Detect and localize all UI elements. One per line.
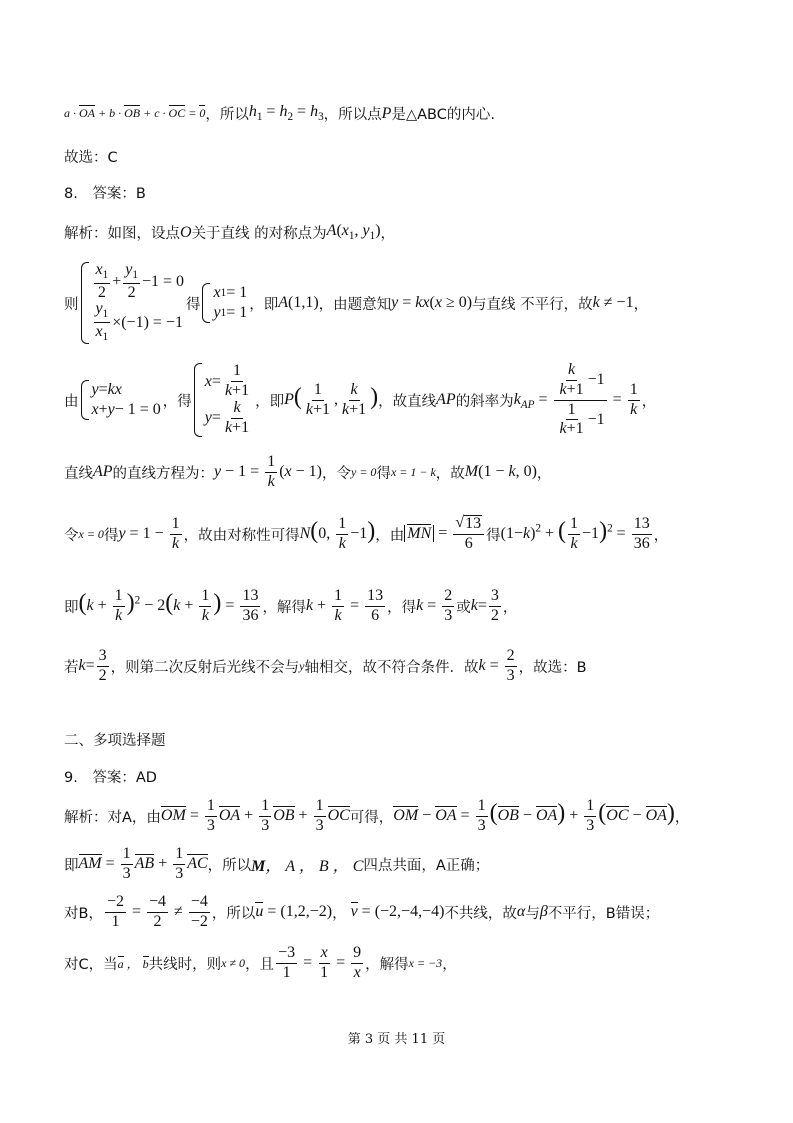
text-and: 与 [525, 905, 540, 922]
math-ap-2: AP [93, 463, 113, 480]
text-line-1 [64, 103, 753, 124]
math-y-kx: y = kx(x ≥ 0) [391, 294, 473, 311]
math-k-final: k = $\frac{2}{3}$ [478, 646, 515, 684]
text-line-eq: 的直线方程为： [112, 465, 215, 482]
text-let: ，令 [322, 465, 351, 482]
math-k-3-2b: k= $\frac{3}{2}$ [78, 646, 107, 684]
text-from: 由 [64, 393, 79, 410]
equation-system-1: $\frac{x_1}{2}$ + $\frac{y_1}{2}$ −1 = 0 $\frac{y_1}{x_1}$ ×(−1) = −1 [81, 262, 184, 345]
text-line: 直线 [64, 465, 93, 482]
text-get6: ，得 [387, 599, 417, 616]
text-solve2: ，解得 [365, 956, 409, 973]
text-and2: ，且 [245, 956, 275, 973]
math-p-point: P( $\frac{1}{k+1}$ , $\frac{k}{k+1}$ ) [284, 380, 379, 418]
math-x-neg3: x = −3 [408, 955, 443, 970]
text-q9-jiexi: 解析：对A，由 [64, 809, 161, 826]
text-ji: 即 [64, 599, 79, 616]
text-get2: ，得 [162, 393, 192, 410]
text-get5: 得 [486, 527, 501, 544]
text-coplanar: 四点共面，A正确； [363, 857, 490, 874]
q9-answer: 9. 答案：AD [64, 770, 157, 786]
math-o: O [180, 223, 192, 241]
text-dui-c: 对C，当 [64, 956, 118, 973]
math-k-3-2: k= $\frac{3}{2}$ [470, 586, 499, 624]
text-from-problem: ，由题意知 [318, 296, 392, 313]
math-m-point: M(1 − k, 0) [464, 463, 537, 480]
q8-n-line: 令 x = 0 得 y = 1 − $\frac{1}{k}$ ，故由对称性可得 N(0, $\frac{1}{k}$ −1) ，由 MN = √ 13 6 得 $(1-k)^2$ + ( $\frac{1}{k}$ −1)$^2$ = $\frac{13}{36}$ ， [64, 514, 669, 552]
math-k-sum: k + $\frac{1}{k}$ = $\frac{13}{6}$ [305, 586, 384, 624]
math-x-1-k: x = 1 − k [390, 464, 436, 479]
text-symmetry: ，故由对称性可得 [183, 527, 300, 544]
math-a-point: $A(x_1$, $y_1$) [326, 222, 381, 243]
text-then: 则 [64, 296, 79, 313]
q9-a-line: 解析：对A，由 OM = $\frac{1}{3}$ OA + $\frac{1}{3}$ OB + $\frac{1}{3}$ OC 可得， OM − OA = $\frac{1}{3}$ (OB − OA) + $\frac{1}{3}$ (OC − OA) ， [64, 796, 690, 834]
text-get3: 得 [376, 465, 391, 482]
math-k-ap: $k_{AP}$ = $\frac{k}{k+1}$ −1 $\frac{1}{k+1}$ −1 = $\frac{1}{k}$ [513, 360, 638, 438]
math-ratio-c: $\frac{-3}{1}$ = $\frac{x}{1}$ = $\frac{9}{x}$ [278, 943, 362, 981]
text-slope: 的斜率为 [455, 393, 514, 410]
choose-c-label: 故选：C [64, 150, 118, 166]
text-not-parallel: 与直线 不平行，故 [472, 296, 593, 313]
math-y0: y = 0 [351, 464, 377, 479]
text-so-line: ，故直线 [378, 393, 437, 410]
q8-ruo-line [64, 646, 753, 686]
text-let2: 令 [64, 527, 79, 544]
text-namely: ，即 [249, 296, 279, 313]
text-ji-am: 即 [64, 857, 79, 874]
q9-am-line [64, 844, 753, 884]
text-if: 若 [64, 659, 79, 676]
text-solve: ，解得 [262, 599, 306, 616]
math-y-axis: y [299, 658, 305, 673]
math-mn: MN = √ 13 6 [404, 515, 486, 553]
text-or: 或 [456, 599, 471, 616]
text-incenter: 是△ABC的内心. [391, 107, 495, 123]
math-a-vec: a ， b [117, 956, 149, 971]
math-vector-sum: a · OA + b · OB + c · OC = 0 [64, 106, 206, 120]
math-a11: A(1,1) [278, 294, 319, 311]
q8-header [64, 182, 753, 203]
q8-ap-equation: 直线 AP 的直线方程为： y − 1 = $\frac{1}{k}$ (x − 1) ，令 y = 0 得 x = 1 − k ，故 M(1 − k, 0) ， [64, 452, 552, 490]
math-alpha: α [516, 903, 526, 920]
section-2-heading [64, 729, 753, 750]
text-collinear: 共线时，则 [148, 956, 222, 973]
math-mn-eq: $(1-k)^2$ + ( $\frac{1}{k}$ −1)$^2$ = $\frac{13}{36}$ [500, 514, 650, 552]
text-reflect: ，则第二次反射后光线不会与 [110, 659, 300, 676]
text-axis: 轴相交，故不符合条件．故 [304, 659, 479, 676]
text-choose-b: ，故选：B [518, 659, 587, 676]
text-get: 得 [185, 296, 201, 313]
math-ratio: $\frac{-2}{1}$ = $\frac{-4}{2}$ ≠ $\frac{-4}{-2}$ [106, 892, 208, 930]
math-x-ne-0: x ≠ 0 [221, 955, 246, 970]
math-ap: AP [436, 391, 456, 408]
text-dui-b: 对B， [64, 905, 103, 922]
math-k-ne: k ≠ −1 [592, 294, 634, 311]
equation-solution-2: x = $\frac{1}{k+1}$ y = $\frac{k}{k+1}$ [194, 363, 253, 436]
text-not-collinear: 不共线，故 [444, 905, 517, 922]
math-points: M， A ， B ， C [251, 857, 364, 875]
q8-analysis-line: 解析：如图，设点 O 关于直线 的对称点为 $A(x_1$, $y_1$) ， [64, 222, 396, 243]
text-so-m2: ，所以 [207, 857, 252, 874]
math-ap-eq: y − 1 = $\frac{1}{k}$ (x − 1) [214, 452, 322, 490]
math-om: OM = $\frac{1}{3}$ OA + $\frac{1}{3}$ OB + $\frac{1}{3}$ OC [160, 796, 350, 834]
math-am: AM = $\frac{1}{3}$ AB + $\frac{1}{3}$ AC [78, 844, 208, 882]
math-heights-equal: $h_1 = h_2 = h_3$ [248, 103, 324, 124]
text-b-wrong: 不平行，B错误； [547, 905, 660, 922]
text-so-point: ，所以点 [323, 107, 382, 123]
math-v-vec: v = (−2,−4,−4) [350, 903, 445, 920]
math-y-1-1k: y = 1 − $\frac{1}{k}$ [118, 514, 180, 552]
q8-jiexi: 解析：如图，设点 [64, 226, 180, 242]
q9-b-line: 对B， $\frac{-2}{1}$ = $\frac{-4}{2}$ ≠ $\frac{-4}{-2}$ ，所以 u = (1,2,−2) ， v = (−2,−4,−4) 不共线，故 α 与 β 不平行，B错误； [64, 892, 660, 930]
math-k-eq: (k + $\frac{1}{k}$ )$^2$ − 2(k + $\frac{1}{k}$ ) = $\frac{13}{36}$ [78, 586, 259, 624]
q9-c-line: 对C，当 a ， b 共线时，则 x ≠ 0 ，且 $\frac{-3}{1}$ = $\frac{x}{1}$ = $\frac{9}{x}$ ，解得 x = −3 ， [64, 943, 457, 981]
q8-symmetric: 关于直线 的对称点为 [191, 226, 327, 242]
text-get4: 得 [103, 527, 119, 544]
section-title: 二、多项选择题 [64, 733, 166, 749]
text-namely-p: ，即 [255, 393, 285, 410]
page-footer: 第 3 页 共 11 页 [347, 1032, 446, 1047]
text-so-u: ，所以 [211, 905, 256, 922]
text-by: ，由 [375, 527, 405, 544]
text-so-m: ，故 [435, 465, 465, 482]
text-choose-c [64, 146, 753, 167]
text-so: ，所以 [205, 107, 249, 123]
q8-answer: 8. 答案：B [64, 186, 146, 202]
text-can-get: 可得， [349, 809, 394, 826]
math-p: P [381, 104, 392, 122]
q8-system-line: 则 $\frac{x_1}{2}$ + $\frac{y_1}{2}$ −1 = 0 $\frac{y_1}{x_1}$ ×(−1) = −1 得 x 1 = 1 y 1 = 1 ，即 A(1,1) ，由题意知 y = kx(x ≥ 0) 与直线 不平行，故 k ≠ −1 ， [64, 260, 649, 344]
equation-solution-1: x 1 = 1 y 1 = 1 [202, 283, 247, 323]
math-u-vec: u = (1,2,−2) [255, 903, 333, 920]
math-om-oa: OM − OA = $\frac{1}{3}$ (OB − OA) + $\frac{1}{3}$ (OC − OA) [393, 796, 675, 834]
math-beta: β [539, 903, 548, 920]
math-n-point: N(0, $\frac{1}{k}$ −1) [299, 514, 376, 552]
q8-system2-line: 由 y = kx x + y − 1 = 0 ，得 x = $\frac{1}{k+1}$ y = $\frac{k}{k+1}$ ，即 P( $\frac{1}{k+1}$ , $\frac{k}{k+1}$ ) ，故直线 AP 的斜率为 $k_{AP}$ = $\frac{k}{k+1}$ −1 $\frac{1}{k+1}$ −1 = $\frac{1}{k}$ ， [64, 360, 657, 438]
math-x0: x = 0 [78, 526, 104, 541]
q8-ji-line: 即 (k + $\frac{1}{k}$ )$^2$ − 2(k + $\frac{1}{k}$ ) = $\frac{13}{36}$ ，解得 k + $\frac{1}{k}$ = $\frac{13}{6}$ ，得 k = $\frac{2}{3}$ 或 k= $\frac{3}{2}$ ， [64, 586, 518, 624]
equation-system-2: y = kx x + y − 1 = 0 [81, 380, 161, 420]
math-k-2-3: k = $\frac{2}{3}$ [416, 586, 453, 624]
q9-header [64, 766, 753, 787]
